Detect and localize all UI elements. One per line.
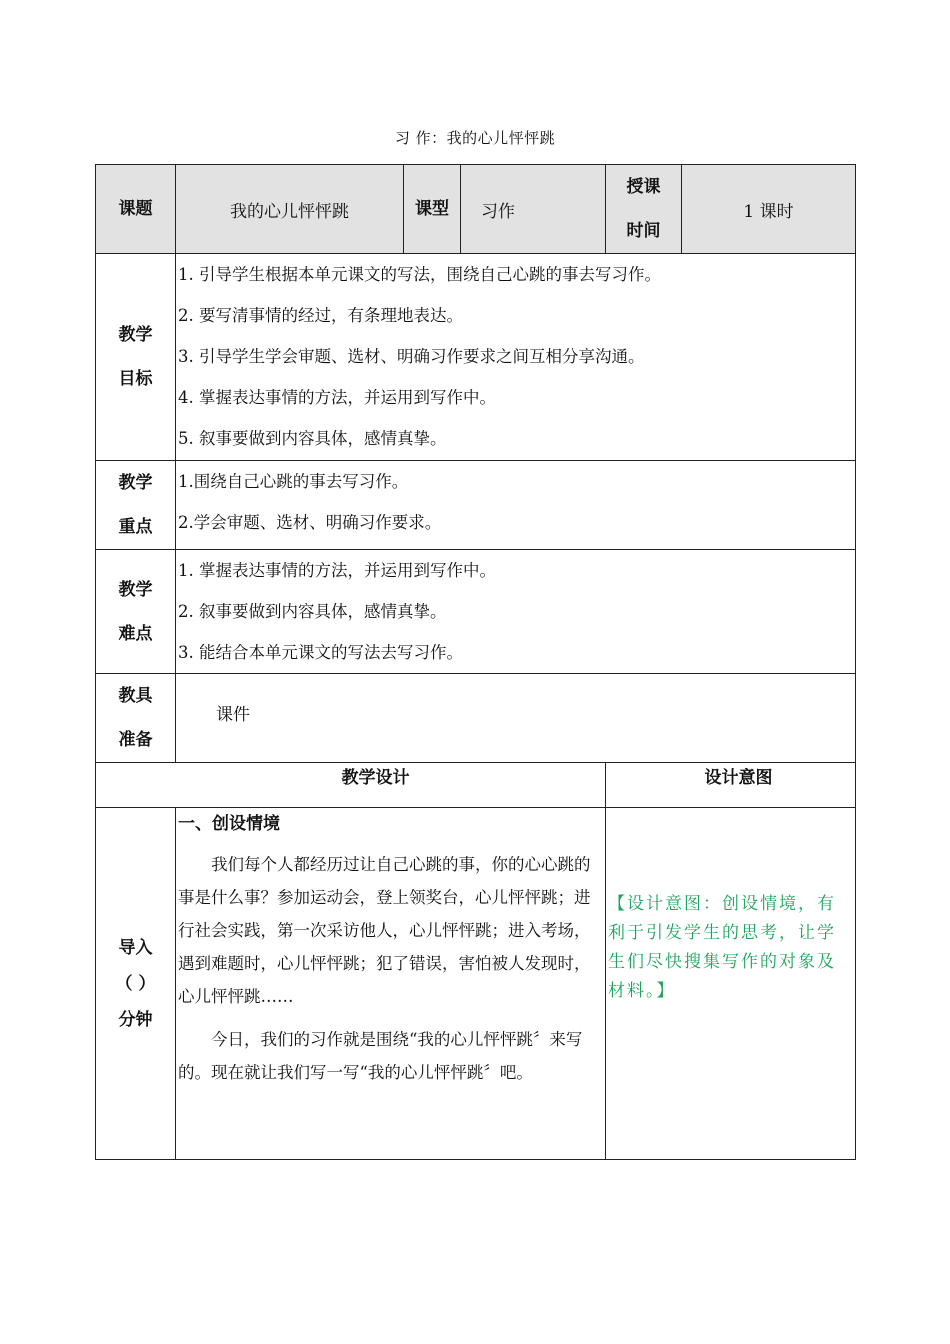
difficulty-item: 3. 能结合本单元课文的写法去写习作。	[178, 643, 463, 662]
topic-label: 课题	[96, 165, 176, 254]
design-intent-text: 【设计意图：创设情境，有利于引发学生的思考，让学生们尽快搜集写作的对象及材料。】	[606, 808, 856, 1160]
goals-label	[96, 254, 176, 461]
key-points-label-line-1: 教学	[118, 473, 153, 493]
goals-label-line-1: 教学	[118, 325, 153, 345]
goal-item: 2. 要写清事情的经过，有条理地表达。	[178, 306, 463, 325]
materials-label-line-2: 准备	[118, 730, 153, 750]
goal-item: 1. 引导学生根据本单元课文的写法，围绕自己心跳的事去写习作。	[178, 265, 661, 284]
key-point-item: 2.学会审题、选材、明确习作要求。	[178, 513, 442, 532]
materials-label	[96, 674, 176, 763]
difficulties-label-line-2: 难点	[118, 623, 153, 644]
intro-paragraph-1: 我们每个人都经历过让自己心跳的事，你的心心跳的事是什么事？参加运动会，登上领奖台，心儿怦怦跳；进行社会实践，第一次采访他人，心儿怦怦跳；进入考场，遇到难题时，心儿怦怦跳；犯了错误，害怕被人发现时，心儿怦怦跳……	[178, 855, 591, 1006]
time-label	[606, 165, 682, 254]
materials-row	[96, 674, 856, 763]
header-row	[96, 165, 856, 254]
time-label-line-2: 时间	[626, 221, 661, 241]
goals-list	[176, 254, 856, 461]
goals-label-line-2: 目标	[118, 369, 153, 389]
difficulty-item: 1. 掌握表达事情的方法，并运用到写作中。	[178, 561, 496, 580]
lesson-plan-table	[95, 164, 856, 1160]
difficulty-item: 2. 叙事要做到内容具体，感情真挚。	[178, 602, 447, 621]
intro-label	[96, 808, 176, 1160]
type-value: 习作	[461, 165, 606, 254]
intro-label-line-1: 导入	[118, 937, 153, 958]
intent-header: 设计意图	[606, 763, 856, 808]
topic-value: 我的心儿怦怦跳	[176, 165, 404, 254]
design-header: 教学设计	[96, 763, 606, 808]
goal-item: 5. 叙事要做到内容具体，感情真挚。	[178, 429, 447, 448]
time-label-line-1: 授课	[626, 177, 661, 197]
key-points-row	[96, 461, 856, 550]
difficulties-list	[176, 550, 856, 674]
materials-label-line-1: 教具	[118, 686, 153, 706]
type-label: 课型	[404, 165, 461, 254]
goal-item: 3. 引导学生学会审题、选材、明确习作要求之间互相分享沟通。	[178, 347, 645, 366]
key-points-label	[96, 461, 176, 550]
design-body-row	[96, 808, 856, 1160]
intro-label-line-3: 分钟	[118, 1009, 153, 1030]
intro-paragraph-2: 今日，我们的习作就是围绕“我的心儿怦怦跳〞来写的。现在就让我们写一写“我的心儿怦怦跳〞吧。	[178, 1030, 583, 1082]
difficulties-label-line-1: 教学	[118, 579, 153, 600]
document-title: 习 作：我的心儿怦怦跳	[394, 129, 556, 147]
key-point-item: 1.围绕自己心跳的事去写习作。	[178, 472, 409, 491]
key-points-label-line-2: 重点	[118, 517, 153, 537]
design-content	[176, 808, 606, 1160]
goal-item: 4. 掌握表达事情的方法，并运用到写作中。	[178, 388, 496, 407]
materials-value: 课件	[176, 674, 856, 763]
difficulties-label	[96, 550, 176, 674]
difficulties-row	[96, 550, 856, 674]
section-title: 一、创设情境	[178, 814, 280, 834]
time-value: 1 课时	[682, 165, 856, 254]
design-header-row	[96, 763, 856, 808]
intro-label-line-2: （ ）	[115, 973, 156, 994]
goals-row	[96, 254, 856, 461]
key-points-list	[176, 461, 856, 550]
